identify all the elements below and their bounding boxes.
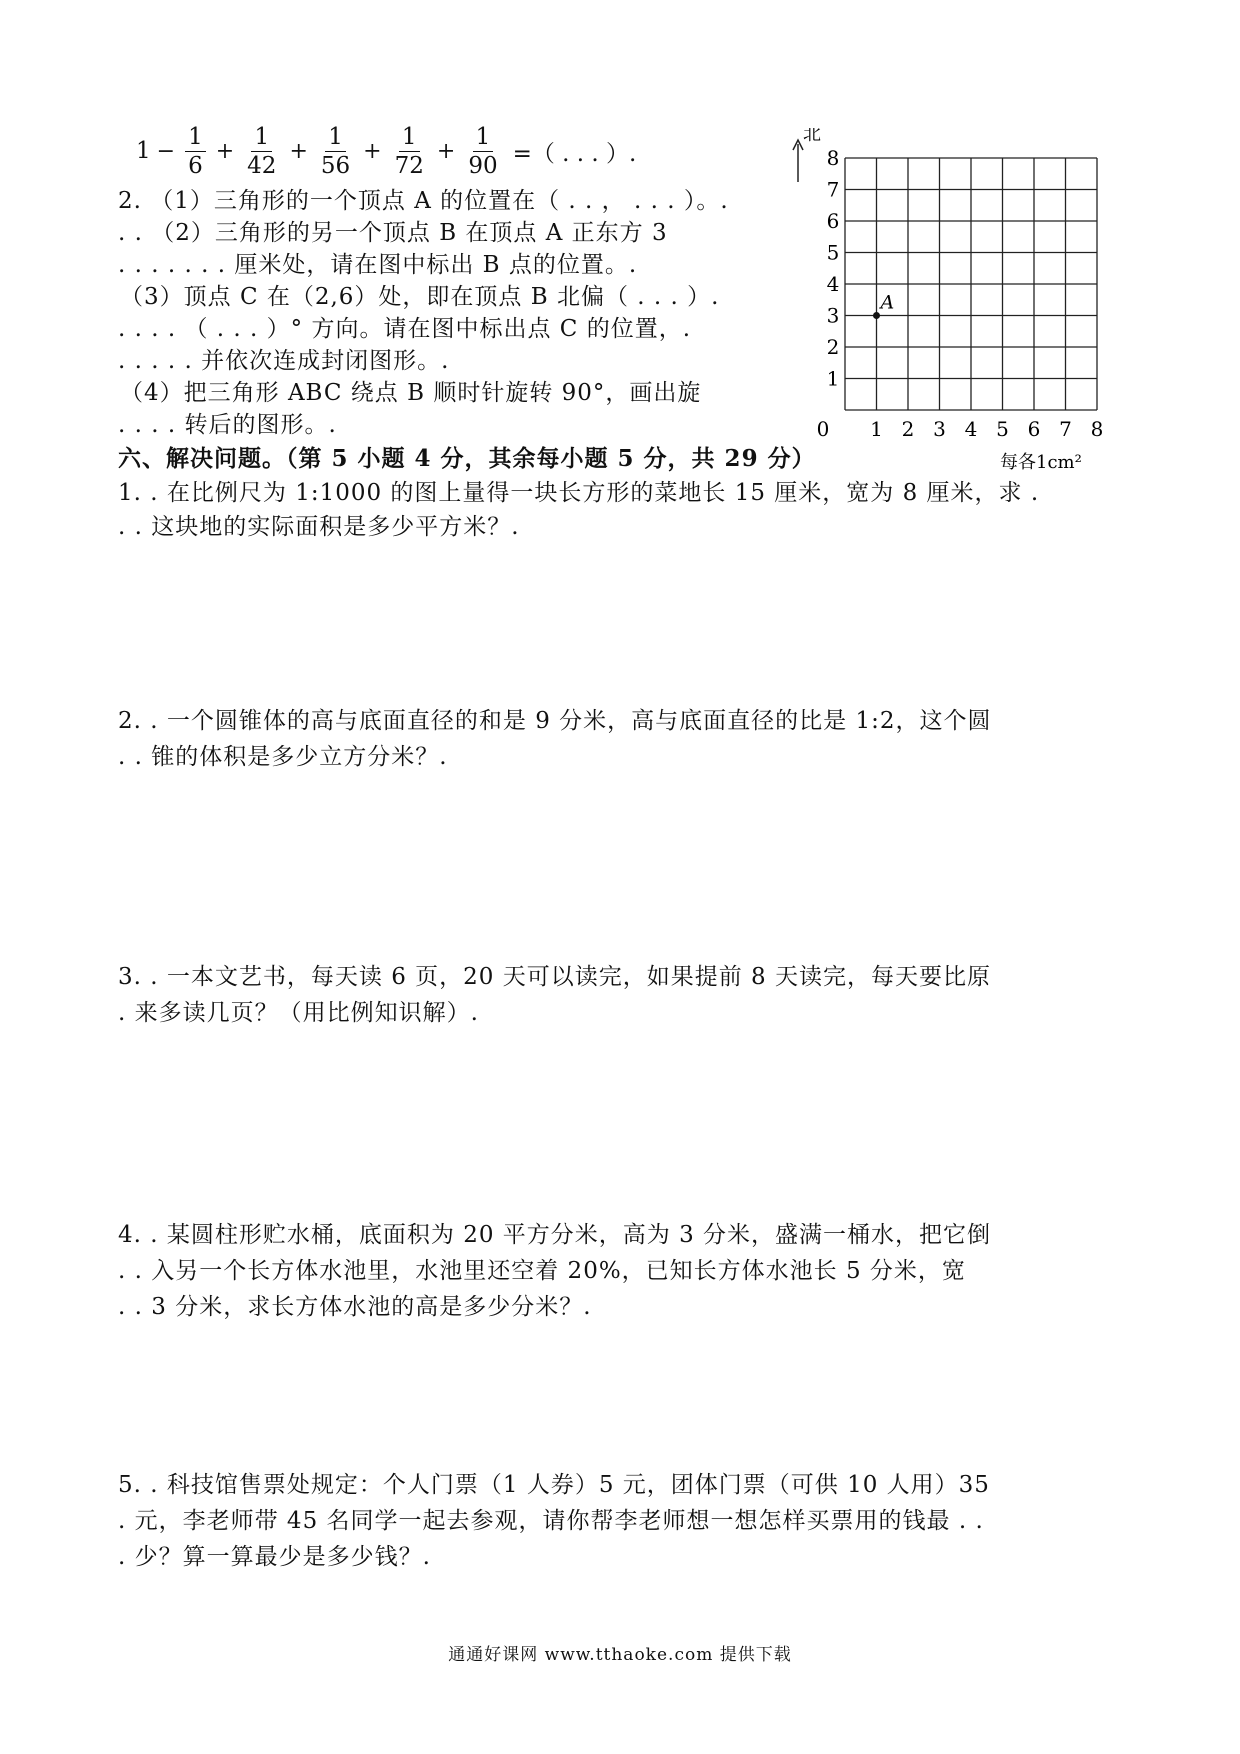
plus-sign: + <box>436 138 456 164</box>
y-tick-label: 6 <box>826 209 840 233</box>
x-tick-label: 2 <box>901 417 915 441</box>
fraction: $\frac{1}{56}$ <box>320 123 351 179</box>
y-tick-label: 1 <box>826 366 840 391</box>
coordinate-grid <box>790 128 1130 478</box>
fraction: $\frac{1}{6}$ <box>185 125 206 178</box>
fraction: $\frac{1}{90}$ <box>468 123 498 179</box>
problem-line: . 元，李老师带 45 名同学一起去参观，请你帮李老师想一想怎样买票用的钱最 . . <box>118 1508 984 1534</box>
q2-line: . . . . （ . . . ）° 方向。请在图中标出点 C 的位置，. <box>118 316 692 342</box>
fraction: $\frac{1}{72}$ <box>394 123 424 179</box>
x-tick-label: 1 <box>870 417 883 441</box>
y-tick-label: 8 <box>826 146 840 170</box>
problem-line: 3. . 一本文艺书，每天读 6 页，20 天可以读完，如果提前 8 天读完，每天要比原 <box>118 964 991 990</box>
q2-line: . . . . 转后的图形。. <box>118 412 337 438</box>
fraction-expression <box>136 120 636 182</box>
minus-sign: − <box>156 138 176 164</box>
y-tick-label: 5 <box>826 240 840 265</box>
section-title: 六、解决问题。（第 5 小题 4 分，其余每小题 5 分，共 29 分） <box>118 445 816 472</box>
q2-line: （4）把三角形 ABC 绕点 B 顺时针旋转 90°，画出旋 <box>120 380 702 406</box>
y-tick-label: 4 <box>826 272 840 296</box>
q2-line: 2. （1）三角形的一个顶点 A 的位置在（ . . ， . . . ）。. <box>118 188 729 214</box>
x-tick-label: 0 <box>816 417 830 441</box>
plus-sign: + <box>289 138 308 164</box>
footer-credit: 通通好课网 www.tthaoke.com 提供下载 <box>448 1645 792 1665</box>
q2-line: （3）顶点 C 在（2,6）处，即在顶点 B 北偏（ . . . ）. <box>120 284 720 310</box>
problem-line: . 少？算一算最少是多少钱？. <box>118 1544 431 1570</box>
q2-line: . . . . . . . 厘米处，请在图中标出 B 点的位置。. <box>118 252 638 278</box>
problem-line: 5. . 科技馆售票处规定：个人门票（1 人券）5 元，团体门票（可供 10 人用）35 <box>118 1472 990 1498</box>
expr-lead: 1 <box>136 138 151 164</box>
fraction: $\frac{1}{42}$ <box>247 123 277 179</box>
problem-line: . . 3 分米，求长方体水池的高是多少分米？. <box>118 1294 592 1320</box>
problem-line: 2. . 一个圆锥体的高与底面直径的和是 9 分米，高与底面直径的比是 1:2，这个圆 <box>118 708 992 734</box>
answer-blank: =（ . . . ）. <box>512 140 637 167</box>
plus-sign: + <box>215 138 235 164</box>
q2-line: . . . . . 并依次连成封闭图形。. <box>118 348 450 374</box>
x-tick-label: 7 <box>1059 417 1072 441</box>
problem-line: . . 入另一个长方体水池里，水池里还空着 20%，已知长方体水池长 5 分米，宽 <box>118 1258 966 1284</box>
q2-line: . . （2）三角形的另一个顶点 B 在顶点 A 正东方 3 <box>118 220 668 246</box>
unit-note: 每各1cm² <box>1000 452 1082 473</box>
x-tick-label: 6 <box>1027 417 1041 441</box>
problem-line: 1. . 在比例尺为 1:1000 的图上量得一块长方形的菜地长 15 厘米，宽为 8 厘米，求 . <box>118 480 1040 506</box>
north-label: 北 <box>803 128 821 145</box>
x-tick-label: 4 <box>964 417 978 441</box>
plus-sign: + <box>363 138 382 164</box>
point-a <box>873 312 880 319</box>
y-tick-label: 7 <box>826 177 840 202</box>
y-tick-label: 3 <box>826 303 840 328</box>
y-tick-label: 2 <box>826 335 840 359</box>
grid-svg <box>790 128 1130 478</box>
x-tick-label: 5 <box>996 417 1009 441</box>
x-tick-label: 8 <box>1090 417 1104 441</box>
point-a-label: A <box>880 291 895 314</box>
problem-line: 4. . 某圆柱形贮水桶，底面积为 20 平方分米，高为 3 分米，盛满一桶水，把它倒 <box>118 1222 992 1248</box>
x-tick-label: 3 <box>933 417 946 441</box>
problem-line: . . 锥的体积是多少立方分米？. <box>118 744 448 770</box>
problem-line: . . 这块地的实际面积是多少平方米？. <box>118 514 520 540</box>
problem-line: . 来多读几页？（用比例知识解）. <box>118 1000 479 1026</box>
